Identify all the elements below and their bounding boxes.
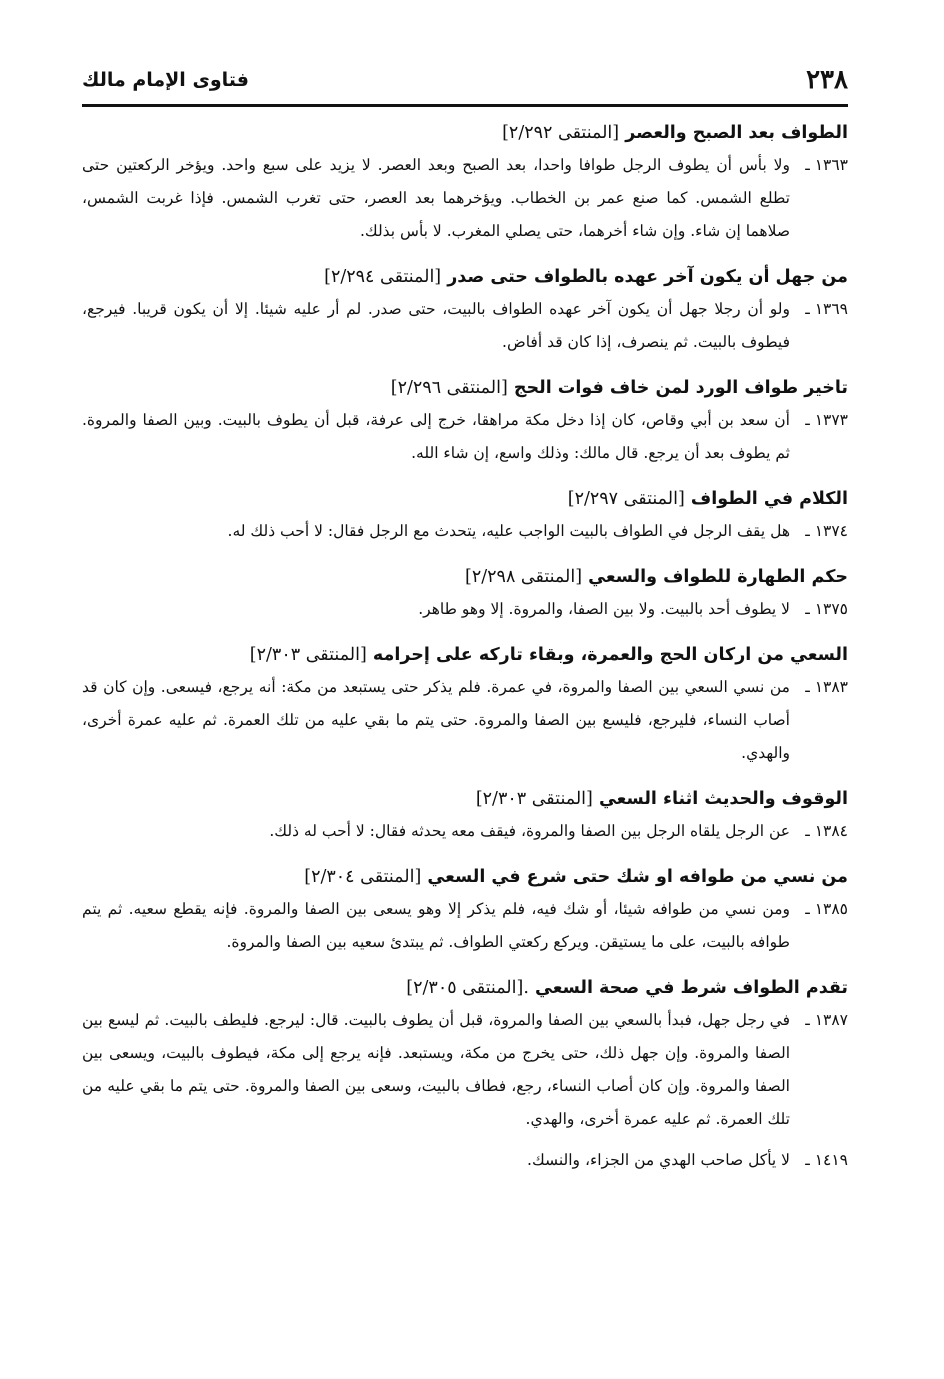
source-reference: [المنتقى ٢/٢٩٤]: [324, 267, 442, 287]
entry-text: عن الرجل يلقاه الرجل بين الصفا والمروة، فيقف معه يحدثه فقال: لا أحب له ذلك.: [269, 822, 790, 840]
heading-text: الكلام في الطواف: [690, 489, 848, 509]
section-heading: [82, 118, 848, 149]
entry-text: ومن نسي من طوافه شيئا، أو شك فيه، فلم يذكر إلا وهو يسعى بين الصفا والمروة. فإنه يقطع سعيه. ثم يتم طوافه بالبيت، على ما يستيقن. ويركع ركعتي الطواف. ثم يبتدئ سعيه بين الصفا والمروة.: [82, 900, 790, 951]
entry-number: ١٣٧٣ ـ: [805, 411, 848, 429]
heading-text: الوقوف والحديث اثناء السعي: [598, 789, 848, 809]
heading-text: من جهل أن يكون آخر عهده بالطواف حتى صدر: [447, 267, 848, 287]
entry: [82, 593, 848, 626]
final-entry: [82, 1144, 848, 1177]
heading-text: السعي من اركان الحج والعمرة، وبقاء تاركه على إحرامه: [372, 645, 848, 665]
section-heading: [82, 784, 848, 815]
page-header: [82, 58, 848, 102]
entry: [82, 893, 848, 959]
entry: [82, 293, 848, 359]
entry-number: ١٤١٩ ـ: [805, 1151, 848, 1169]
section: [82, 118, 848, 248]
section-heading: [82, 973, 848, 1004]
source-reference: [المنتقى ٢/٢٩٢]: [502, 123, 620, 143]
heading-text: من نسي من طوافه او شك حتى شرع في السعي: [427, 867, 848, 887]
section-heading: [82, 262, 848, 293]
section-heading: [82, 640, 848, 671]
entry-number: ١٣٨٧ ـ: [805, 1011, 848, 1029]
entry-text: ولا بأس أن يطوف الرجل طوافا واحدا، بعد الصبح وبعد العصر. لا يزيد على سبع واحد. ويؤخر الركعتين حتى تطلع الشمس. كما صنع عمر بن الخطاب. ويؤخرهما بعد العصر، حتى تغرب الشمس. فإذا غربت الشمس، صلاهما إن شاء. وإن شاء أخرهما، حتى يصلي المغرب. لا بأس بذلك.: [82, 156, 790, 240]
section: [82, 262, 848, 359]
section: [82, 640, 848, 770]
book-title: فتاوى الإمام مالك: [82, 69, 249, 91]
entry-number: ١٣٧٥ ـ: [805, 600, 848, 618]
entry: [82, 149, 848, 248]
source-reference: [المنتقى ٢/٣٠٣]: [475, 789, 593, 809]
source-reference: [المنتقى ٢/٢٩٨]: [465, 567, 583, 587]
heading-text: تقدم الطواف شرط في صحة السعي: [534, 978, 848, 998]
section: [82, 973, 848, 1136]
entry-number: ١٣٨٤ ـ: [805, 822, 848, 840]
entry-text: لا يطوف أحد بالبيت. ولا بين الصفا، والمروة. إلا وهو طاهر.: [418, 600, 790, 618]
entry-number: ١٣٦٩ ـ: [805, 300, 848, 318]
section: [82, 862, 848, 959]
heading-text: تاخير طواف الورد لمن خاف فوات الحج: [513, 378, 848, 398]
section-heading: [82, 862, 848, 893]
entry-text: لا يأكل صاحب الهدي من الجزاء، والنسك.: [527, 1151, 790, 1169]
heading-text: الطواف بعد الصبح والعصر: [625, 123, 848, 143]
header-rule: [82, 104, 848, 107]
source-reference: .[المنتقى ٢/٣٠٥]: [406, 978, 529, 998]
entry-number: ١٣٦٣ ـ: [805, 156, 848, 174]
section: [82, 484, 848, 548]
section-heading: [82, 562, 848, 593]
entry-text: في رجل جهل، فبدأ بالسعي بين الصفا والمروة، قبل أن يطوف بالبيت. قال: ليرجع. فليطف بالبيت. ثم ليسع بين الصفا والمروة. وإن جهل ذلك، حتى يخرج من مكة، ويستبعد. فإنه يرجع إلى مكة، فيطوف بالبيت، ويسعى بين الصفا والمروة. وإن كان أصاب النساء، رجع، فطاف بالبيت، وسعى بين الصفا والمروة. حتى يتم ما بقي عليه من تلك العمرة. ثم عليه عمرة أخرى، والهدي.: [82, 1011, 790, 1128]
section: [82, 373, 848, 470]
entry-number: ١٣٨٣ ـ: [805, 678, 848, 696]
source-reference: [المنتقى ٢/٢٩٦]: [390, 378, 508, 398]
source-reference: [المنتقى ٢/٣٠٣]: [249, 645, 367, 665]
section: [82, 784, 848, 848]
section-heading: [82, 373, 848, 404]
section: [82, 562, 848, 626]
source-reference: [المنتقى ٢/٢٩٧]: [567, 489, 685, 509]
page-number: ٢٣٨: [806, 65, 848, 95]
section-heading: [82, 484, 848, 515]
entry-text: من نسي السعي بين الصفا والمروة، في عمرة. فلم يذكر حتى يستبعد من مكة: أنه يرجع، فيسعى. وإن كان قد أصاب النساء، فليرجع، فليسع بين الصفا والمروة. حتى يتم ما بقي عليه من تلك العمرة. ثم عليه عمرة أخرى، والهدي.: [82, 678, 790, 762]
entry-number: ١٣٧٤ ـ: [805, 522, 848, 540]
entry: [82, 404, 848, 470]
heading-text: حكم الطهارة للطواف والسعي: [588, 567, 848, 587]
entry-text: ولو أن رجلا جهل أن يكون آخر عهده الطواف بالبيت، حتى صدر. لم أر عليه شيئا. إلا أن يكون قريبا. فيرجع، فيطوف بالبيت. ثم ينصرف، إذا كان قد أفاض.: [82, 300, 790, 351]
page-content: [82, 118, 848, 1177]
entry: [82, 1004, 848, 1136]
entry-text: أن سعد بن أبي وقاص، كان إذا دخل مكة مراهقا، خرج إلى عرفة، قبل أن يطوف بالبيت. وبين الصفا والمروة. ثم يطوف بعد أن يرجع. قال مالك: وذلك واسع، إن شاء الله.: [82, 411, 790, 462]
entry: [82, 671, 848, 770]
entry-text: هل يقف الرجل في الطواف بالبيت الواجب عليه، يتحدث مع الرجل فقال: لا أحب ذلك له.: [227, 522, 790, 540]
entry: [82, 515, 848, 548]
entry: [82, 815, 848, 848]
entry-number: ١٣٨٥ ـ: [805, 900, 848, 918]
source-reference: [المنتقى ٢/٣٠٤]: [304, 867, 422, 887]
